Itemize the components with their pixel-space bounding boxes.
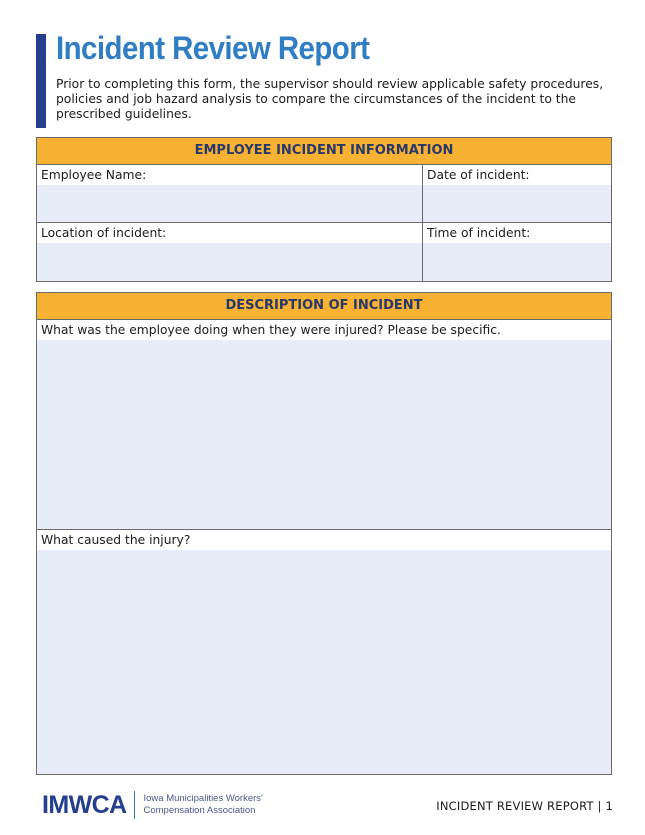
employee-name-cell <box>37 165 423 222</box>
intro-text: Prior to completing this form, the supervisor should review applicable safety procedures, policies and job hazard analysis to compare the circumstances of the incident to the prescribed guidelines. <box>56 77 604 121</box>
page-title: Incident Review Report <box>56 30 370 66</box>
cause-field[interactable] <box>37 550 611 774</box>
cause-row <box>37 529 611 774</box>
page-footer-label: INCIDENT REVIEW REPORT | 1 <box>436 799 613 813</box>
location-field[interactable] <box>37 243 422 281</box>
employee-row-2 <box>37 222 611 281</box>
doing-label: What was the employee doing when they were injured? Please be specific. <box>37 320 611 340</box>
description-section-header: DESCRIPTION OF INCIDENT <box>37 293 611 320</box>
date-field[interactable] <box>423 185 611 222</box>
doing-cell <box>37 320 611 529</box>
description-section <box>36 292 612 775</box>
imwca-logo <box>42 790 263 820</box>
location-label: Location of incident: <box>37 223 422 243</box>
title-accent-bar <box>36 34 46 128</box>
logo-subtitle <box>143 793 262 817</box>
logo-divider <box>134 791 135 819</box>
logo-subtitle-line-1: Iowa Municipalities Workers' <box>143 793 263 804</box>
logo-wordmark: IMWCA <box>42 790 127 819</box>
time-label: Time of incident: <box>423 223 611 243</box>
employee-row-1 <box>37 165 611 222</box>
doing-row <box>37 320 611 529</box>
time-cell <box>423 223 611 281</box>
date-cell <box>423 165 611 222</box>
cause-label: What caused the injury? <box>37 530 611 550</box>
cause-cell <box>37 530 611 774</box>
doing-field[interactable] <box>37 340 611 529</box>
date-label: Date of incident: <box>423 165 611 185</box>
time-field[interactable] <box>423 243 611 281</box>
location-cell <box>37 223 423 281</box>
employee-name-field[interactable] <box>37 185 422 222</box>
logo-subtitle-line-2: Compensation Association <box>143 805 256 816</box>
employee-section-header: EMPLOYEE INCIDENT INFORMATION <box>37 138 611 165</box>
employee-name-label: Employee Name: <box>37 165 422 185</box>
employee-incident-section <box>36 137 612 282</box>
